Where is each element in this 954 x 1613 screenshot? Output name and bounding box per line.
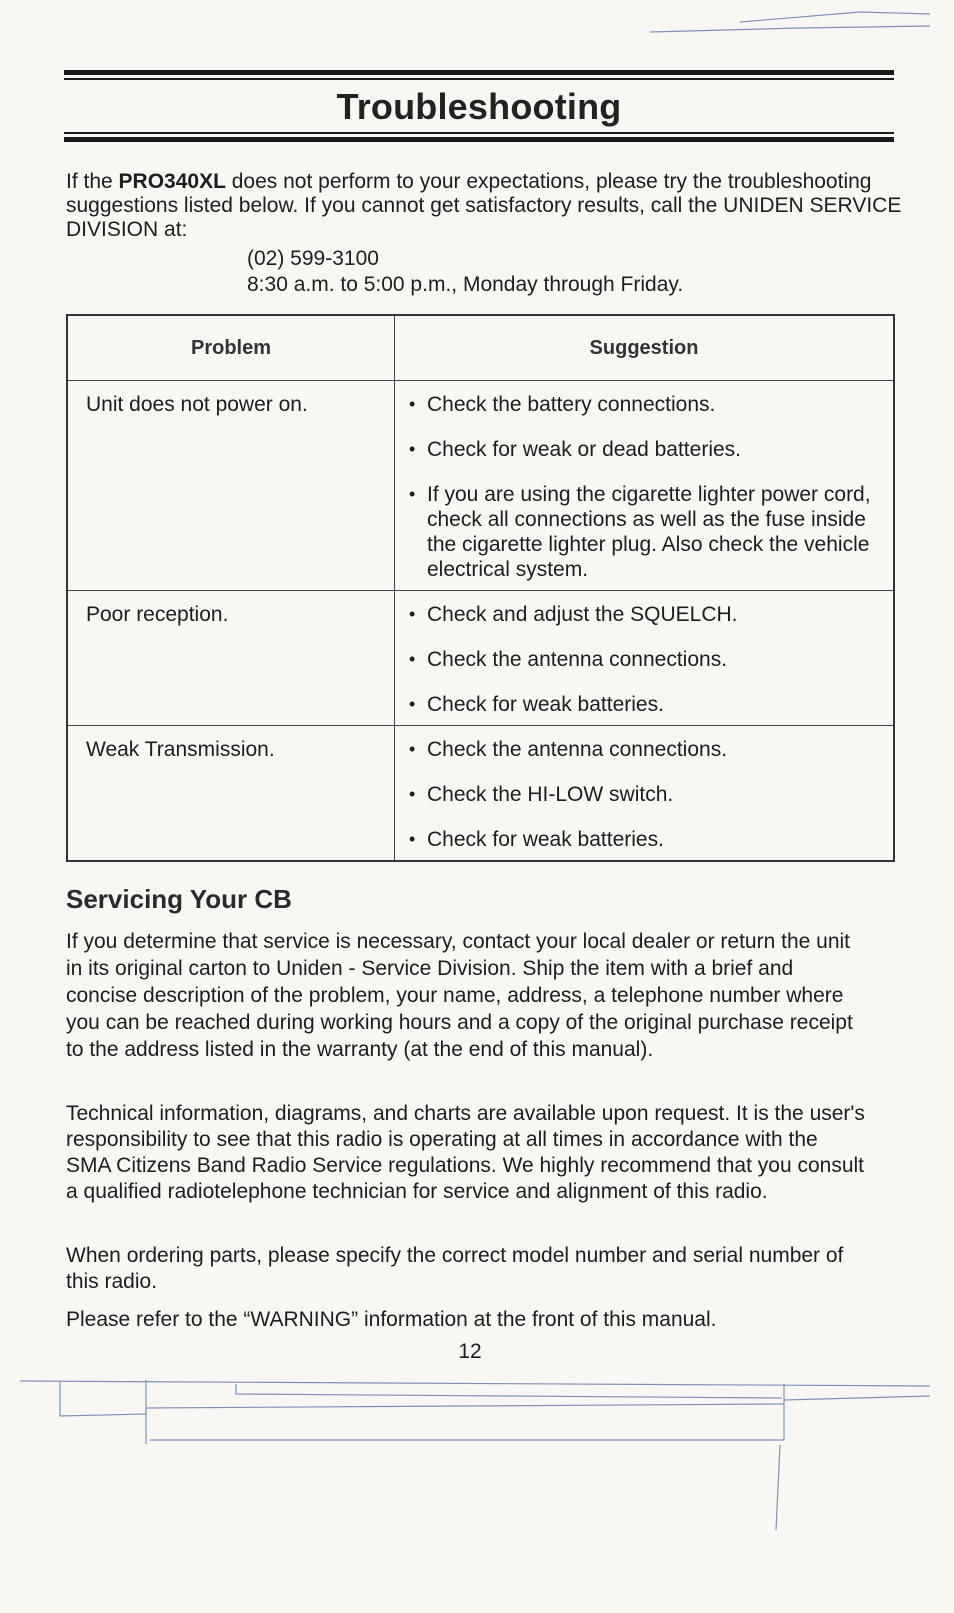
warning-text: Please refer to the “WARNING” information at the front of this manual. <box>66 1308 717 1331</box>
parts-text: When ordering parts, please specify the correct model number and serial number of this radio. <box>66 1244 844 1293</box>
problem-cell: Weak Transmission. <box>67 726 395 862</box>
suggestion-cell <box>395 591 895 726</box>
suggestion-item: • Check for weak or dead batteries. <box>409 437 877 462</box>
servicing-text: If you determine that service is necessary, contact your local dealer or return the unit in its original carton to Uniden - Service Division. Ship the item with a brief and concise description of the problem, your name, address, a telephone number where you can be reached during working hours and a copy of the original purchase receipt to the address listed in the warranty (at the end of this manual). <box>66 930 853 1061</box>
problem-cell: Unit does not power on. <box>67 381 395 591</box>
intro-text-before: If the <box>66 170 119 193</box>
section-heading-servicing: Servicing Your CB <box>66 884 292 914</box>
table-header-row <box>67 315 894 381</box>
column-header-problem: Problem <box>67 315 395 381</box>
intro-paragraph <box>66 170 906 242</box>
suggestion-item: • Check and adjust the SQUELCH. <box>409 602 877 627</box>
model-name: PRO340XL <box>118 170 226 193</box>
service-hours: 8:30 a.m. to 5:00 p.m., Monday through Friday. <box>247 273 684 296</box>
problem-cell: Poor reception. <box>67 591 395 726</box>
parts-paragraph <box>66 1243 866 1295</box>
header-rule-bottom-thin <box>64 132 894 134</box>
servicing-paragraph <box>66 928 866 1063</box>
suggestion-item: • Check for weak batteries. <box>409 692 877 717</box>
service-phone: (02) 599-3100 <box>247 247 379 270</box>
table-row <box>67 591 894 726</box>
suggestion-cell <box>395 381 895 591</box>
header-rule-bottom <box>64 137 894 142</box>
intro-text-after: does not perform to your expectations, please try the troubleshooting suggestions listed below. If you cannot get satisfactory results, call the UNIDEN SERVICE DIVISION at: <box>66 170 902 241</box>
page-number: 12 <box>458 1340 482 1363</box>
suggestion-item: • Check for weak batteries. <box>409 827 877 852</box>
warning-paragraph <box>66 1306 866 1333</box>
suggestion-item: • Check the antenna connections. <box>409 647 877 672</box>
header-rule-top-thin <box>64 78 894 80</box>
column-header-suggestion: Suggestion <box>395 315 895 381</box>
troubleshooting-table <box>66 314 895 862</box>
header-rule-top <box>64 70 894 75</box>
table-row <box>67 726 894 862</box>
table-row <box>67 381 894 591</box>
page-title: Troubleshooting <box>336 86 622 127</box>
suggestion-item: • Check the HI-LOW switch. <box>409 782 877 807</box>
technical-paragraph <box>66 1101 866 1205</box>
technical-text: Technical information, diagrams, and charts are available upon request. It is the user's responsibility to see that this radio is operating at all times in accordance with the SMA Citizens Band Radio Service regulations. We highly recommend that you consult a qualified radiotelephone technician for service and alignment of this radio. <box>66 1102 865 1203</box>
suggestion-item: • Check the antenna connections. <box>409 737 877 762</box>
suggestion-item: • Check the battery connections. <box>409 392 877 417</box>
suggestion-item: • If you are using the cigarette lighter power cord, check all connections as well as the fuse inside the cigarette lighter plug. Also check the vehicle electrical system. <box>409 482 877 582</box>
suggestion-cell <box>395 726 895 862</box>
